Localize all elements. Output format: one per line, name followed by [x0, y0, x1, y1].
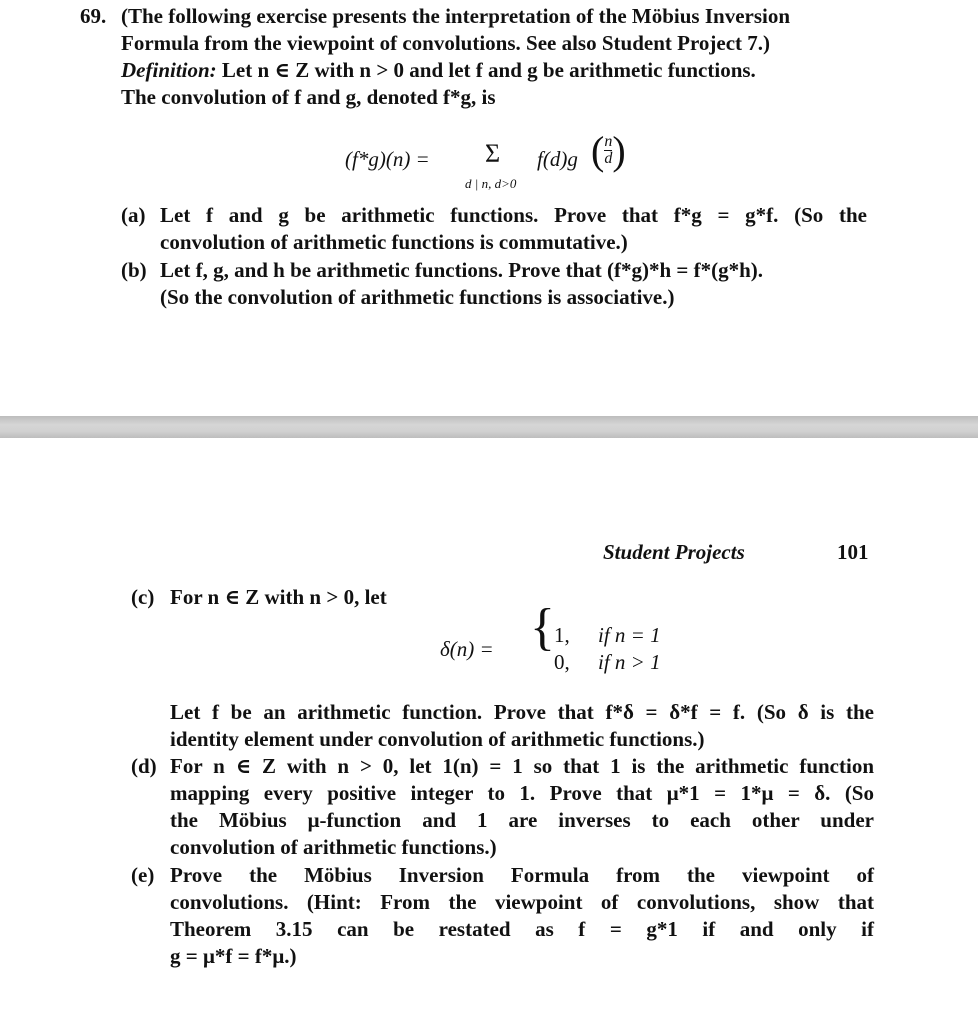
part-a-text [160, 202, 867, 256]
intro-line-2: Formula from the viewpoint of convolutions. See also Student Project 7.) [121, 31, 771, 55]
part-b-label: (b) [121, 258, 147, 282]
part-e-text [170, 862, 874, 970]
definition-line-1 [121, 57, 866, 84]
part-c-text [170, 699, 874, 753]
case-2-condition: if n > 1 [598, 650, 661, 674]
exercise-intro [121, 3, 866, 111]
convolution-formula [345, 128, 655, 191]
part-b-line-2: (So the convolution of arithmetic functions is associative.) [160, 285, 675, 309]
part-a-line-1: Let f and g be arithmetic functions. Prove that f*g = g*f. (So the [160, 203, 867, 227]
part-d-line-1: For n ∈ Z with n > 0, let 1(n) = 1 so that 1 is the arithmetic function [170, 754, 874, 778]
running-header-title: Student Projects [603, 540, 745, 564]
part-c-label: (c) [131, 585, 155, 609]
part-c-line-2: identity element under convolution of arithmetic functions.) [170, 727, 705, 751]
part-e-line-2: convolutions. (Hint: From the viewpoint of convolutions, show that [170, 890, 874, 914]
part-d-line-3: the Möbius μ-function and 1 are inverses to each other under [170, 808, 874, 832]
page-number: 101 [837, 540, 869, 564]
definition-text: Let n ∈ Z with n > 0 and let f and g be arithmetic functions. [216, 58, 756, 82]
case-2-value: 0, [554, 650, 570, 674]
part-e-line-4: g = μ*f = f*μ.) [170, 944, 297, 968]
part-c-line-1: Let f be an arithmetic function. Prove that f*δ = δ*f = f. (So δ is the [170, 700, 874, 724]
intro-line-1: (The following exercise presents the interpretation of the Möbius Inversion [121, 4, 791, 28]
part-c-intro: For n ∈ Z with n > 0, let [170, 585, 387, 609]
exercise-number: 69. [80, 4, 107, 28]
case-1-value: 1, [554, 623, 570, 647]
formula-lhs: (f*g)(n) = [345, 147, 430, 171]
part-e-label: (e) [131, 863, 155, 887]
part-b-line-1: Let f, g, and h be arithmetic functions. Prove that (f*g)*h = f*(g*h). [160, 258, 764, 282]
part-a-line-2: convolution of arithmetic functions is commutative.) [160, 230, 628, 254]
page-divider [0, 416, 978, 438]
delta-lhs: δ(n) = [440, 637, 494, 661]
part-a-label: (a) [121, 203, 146, 227]
part-d-line-2: mapping every positive integer to 1. Prove that μ*1 = 1*μ = δ. (So [170, 781, 874, 805]
definition-label: Definition: [121, 58, 217, 82]
part-e-line-3: Theorem 3.15 can be restated as f = g*1 if and only if [170, 917, 874, 941]
left-brace-icon: { [530, 599, 555, 656]
part-d-text [170, 753, 874, 861]
part-d-label: (d) [131, 754, 157, 778]
definition-line-2: The convolution of f and g, denoted f*g, is [121, 85, 496, 109]
formula-fraction-group: ( $\frac{n}{d}$ ) [591, 128, 626, 173]
part-b-text [160, 257, 867, 311]
sum-symbol: Σ [485, 139, 501, 168]
case-1-condition: if n = 1 [598, 623, 661, 647]
sum-subscript: d | n, d>0 [465, 176, 517, 191]
n-over-d-fraction: $\frac{n}{d}$ [604, 133, 613, 167]
bottom-page [0, 438, 978, 1024]
formula-term: f(d)g [537, 147, 578, 171]
delta-definition [440, 599, 700, 682]
part-e-line-1: Prove the Möbius Inversion Formula from the viewpoint of [170, 863, 874, 887]
top-page [0, 0, 978, 416]
part-d-line-4: convolution of arithmetic functions.) [170, 835, 497, 859]
